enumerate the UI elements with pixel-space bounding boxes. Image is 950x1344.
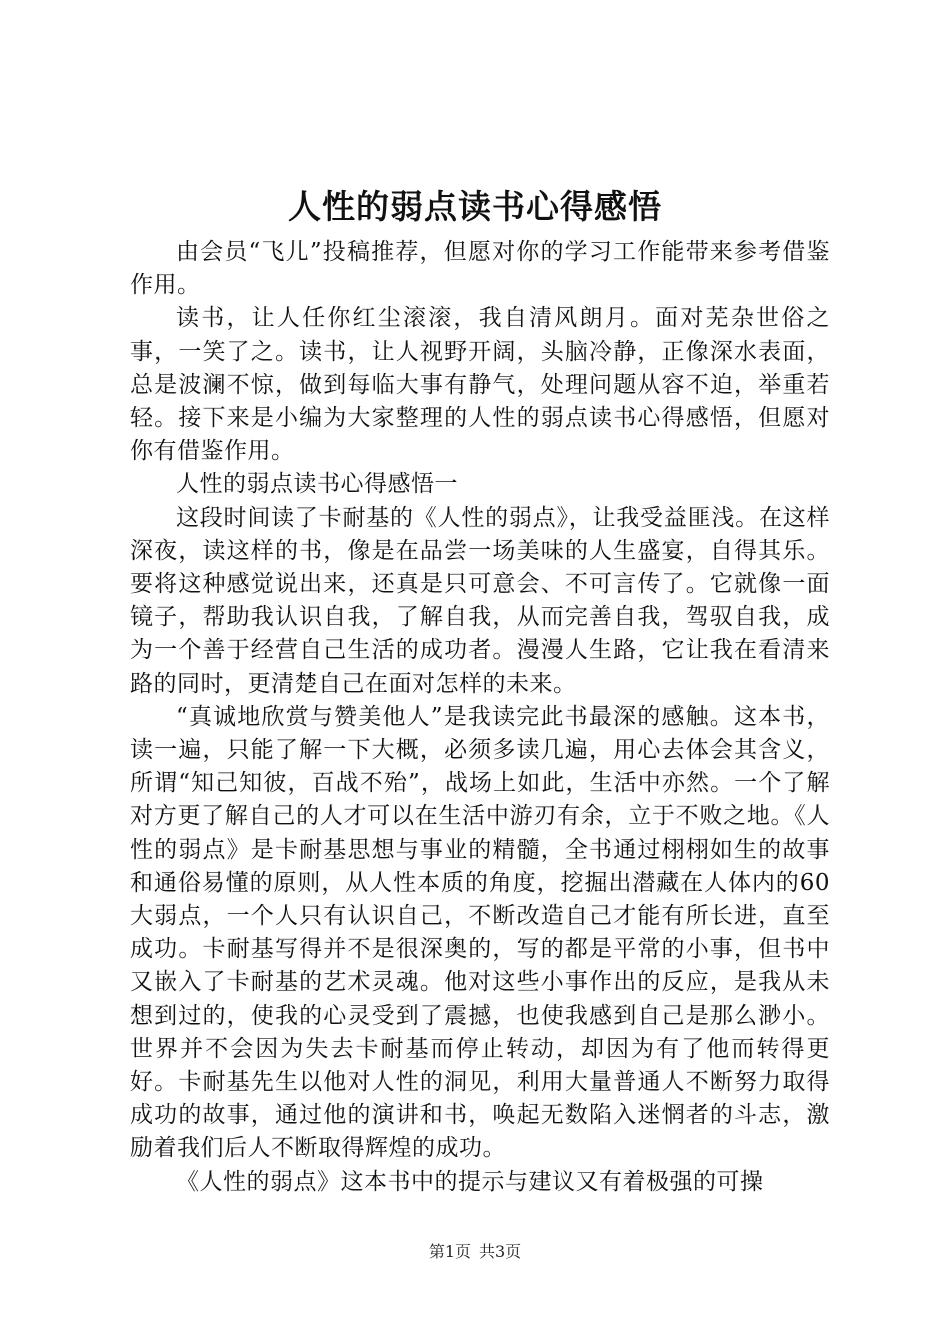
document-body	[130, 236, 830, 1199]
paragraph-practical-tips: 《人性的弱点》这本书中的提示与建议又有着极强的可操	[176, 1168, 764, 1195]
paragraph-reading: 读书，让人任你红尘滚滚，我自清风朗月。面对芜杂世俗之事，一笑了之。读书，让人视野开阔，头脑冷静，正像深水表面，总是波澜不惊，做到每临大事有静气，处理问题从容不迫，举重若轻。接下来是小编为大家整理的人性的弱点读书心得感悟，但愿对你有借鉴作用。	[130, 305, 830, 465]
page-total: 共3页	[479, 1242, 522, 1261]
page-number: 第1页	[428, 1242, 471, 1261]
paragraph-appreciation: “真诚地欣赏与赞美他人”是我读完此书最深的感触。这本书，读一遍，只能了解一下大概，必须多读几遍，用心去体会其含义，所谓“知己知彼，百战不殆”，战场上如此，生活中亦然。一个了解对方更了解自己的人才可以在生活中游刃有余，立于不败之地。《人性的弱点》是卡耐基思想与事业的精髓，全书通过栩栩如生的故事和通俗易懂的原则，从人性本质的角度，挖掘出潜藏在人体内的60大弱点，一个人只有认识自己，不断改造自己才能有所长进，直至成功。卡耐基写得并不是很深奥的，写的都是平常的小事，但书中又嵌入了卡耐基的艺术灵魂。他对这些小事作出的反应，是我从未想到过的，使我的心灵受到了震撼，也使我感到自己是那么渺小。世界并不会因为失去卡耐基而停止转动，却因为有了他而转得更好。卡耐基先生以他对人性的洞见，利用大量普通人不断努力取得成功的故事，通过他的演讲和书，唤起无数陷入迷惘者的斗志，激励着我们后人不断取得辉煌的成功。	[130, 703, 830, 1162]
document-title: 人性的弱点读书心得感悟	[288, 187, 662, 226]
paragraph-book-impression: 这段时间读了卡耐基的《人性的弱点》，让我受益匪浅。在这样深夜，读这样的书，像是在品尝一场美味的人生盛宴，自得其乐。要将这种感觉说出来，还真是只可意会、不可言传了。它就像一面镜子，帮助我认识自我，了解自我，从而完善自我，驾驭自我，成为一个善于经营自己生活的成功者。漫漫人生路，它让我在看清来路的同时，更清楚自己在面对怎样的未来。	[130, 504, 830, 697]
paragraph-intro: 由会员“飞儿”投稿推荐，但愿对你的学习工作能带来参考借鉴作用。	[130, 239, 830, 299]
section-heading: 人性的弱点读书心得感悟一	[176, 471, 458, 498]
page-footer	[0, 1241, 950, 1263]
